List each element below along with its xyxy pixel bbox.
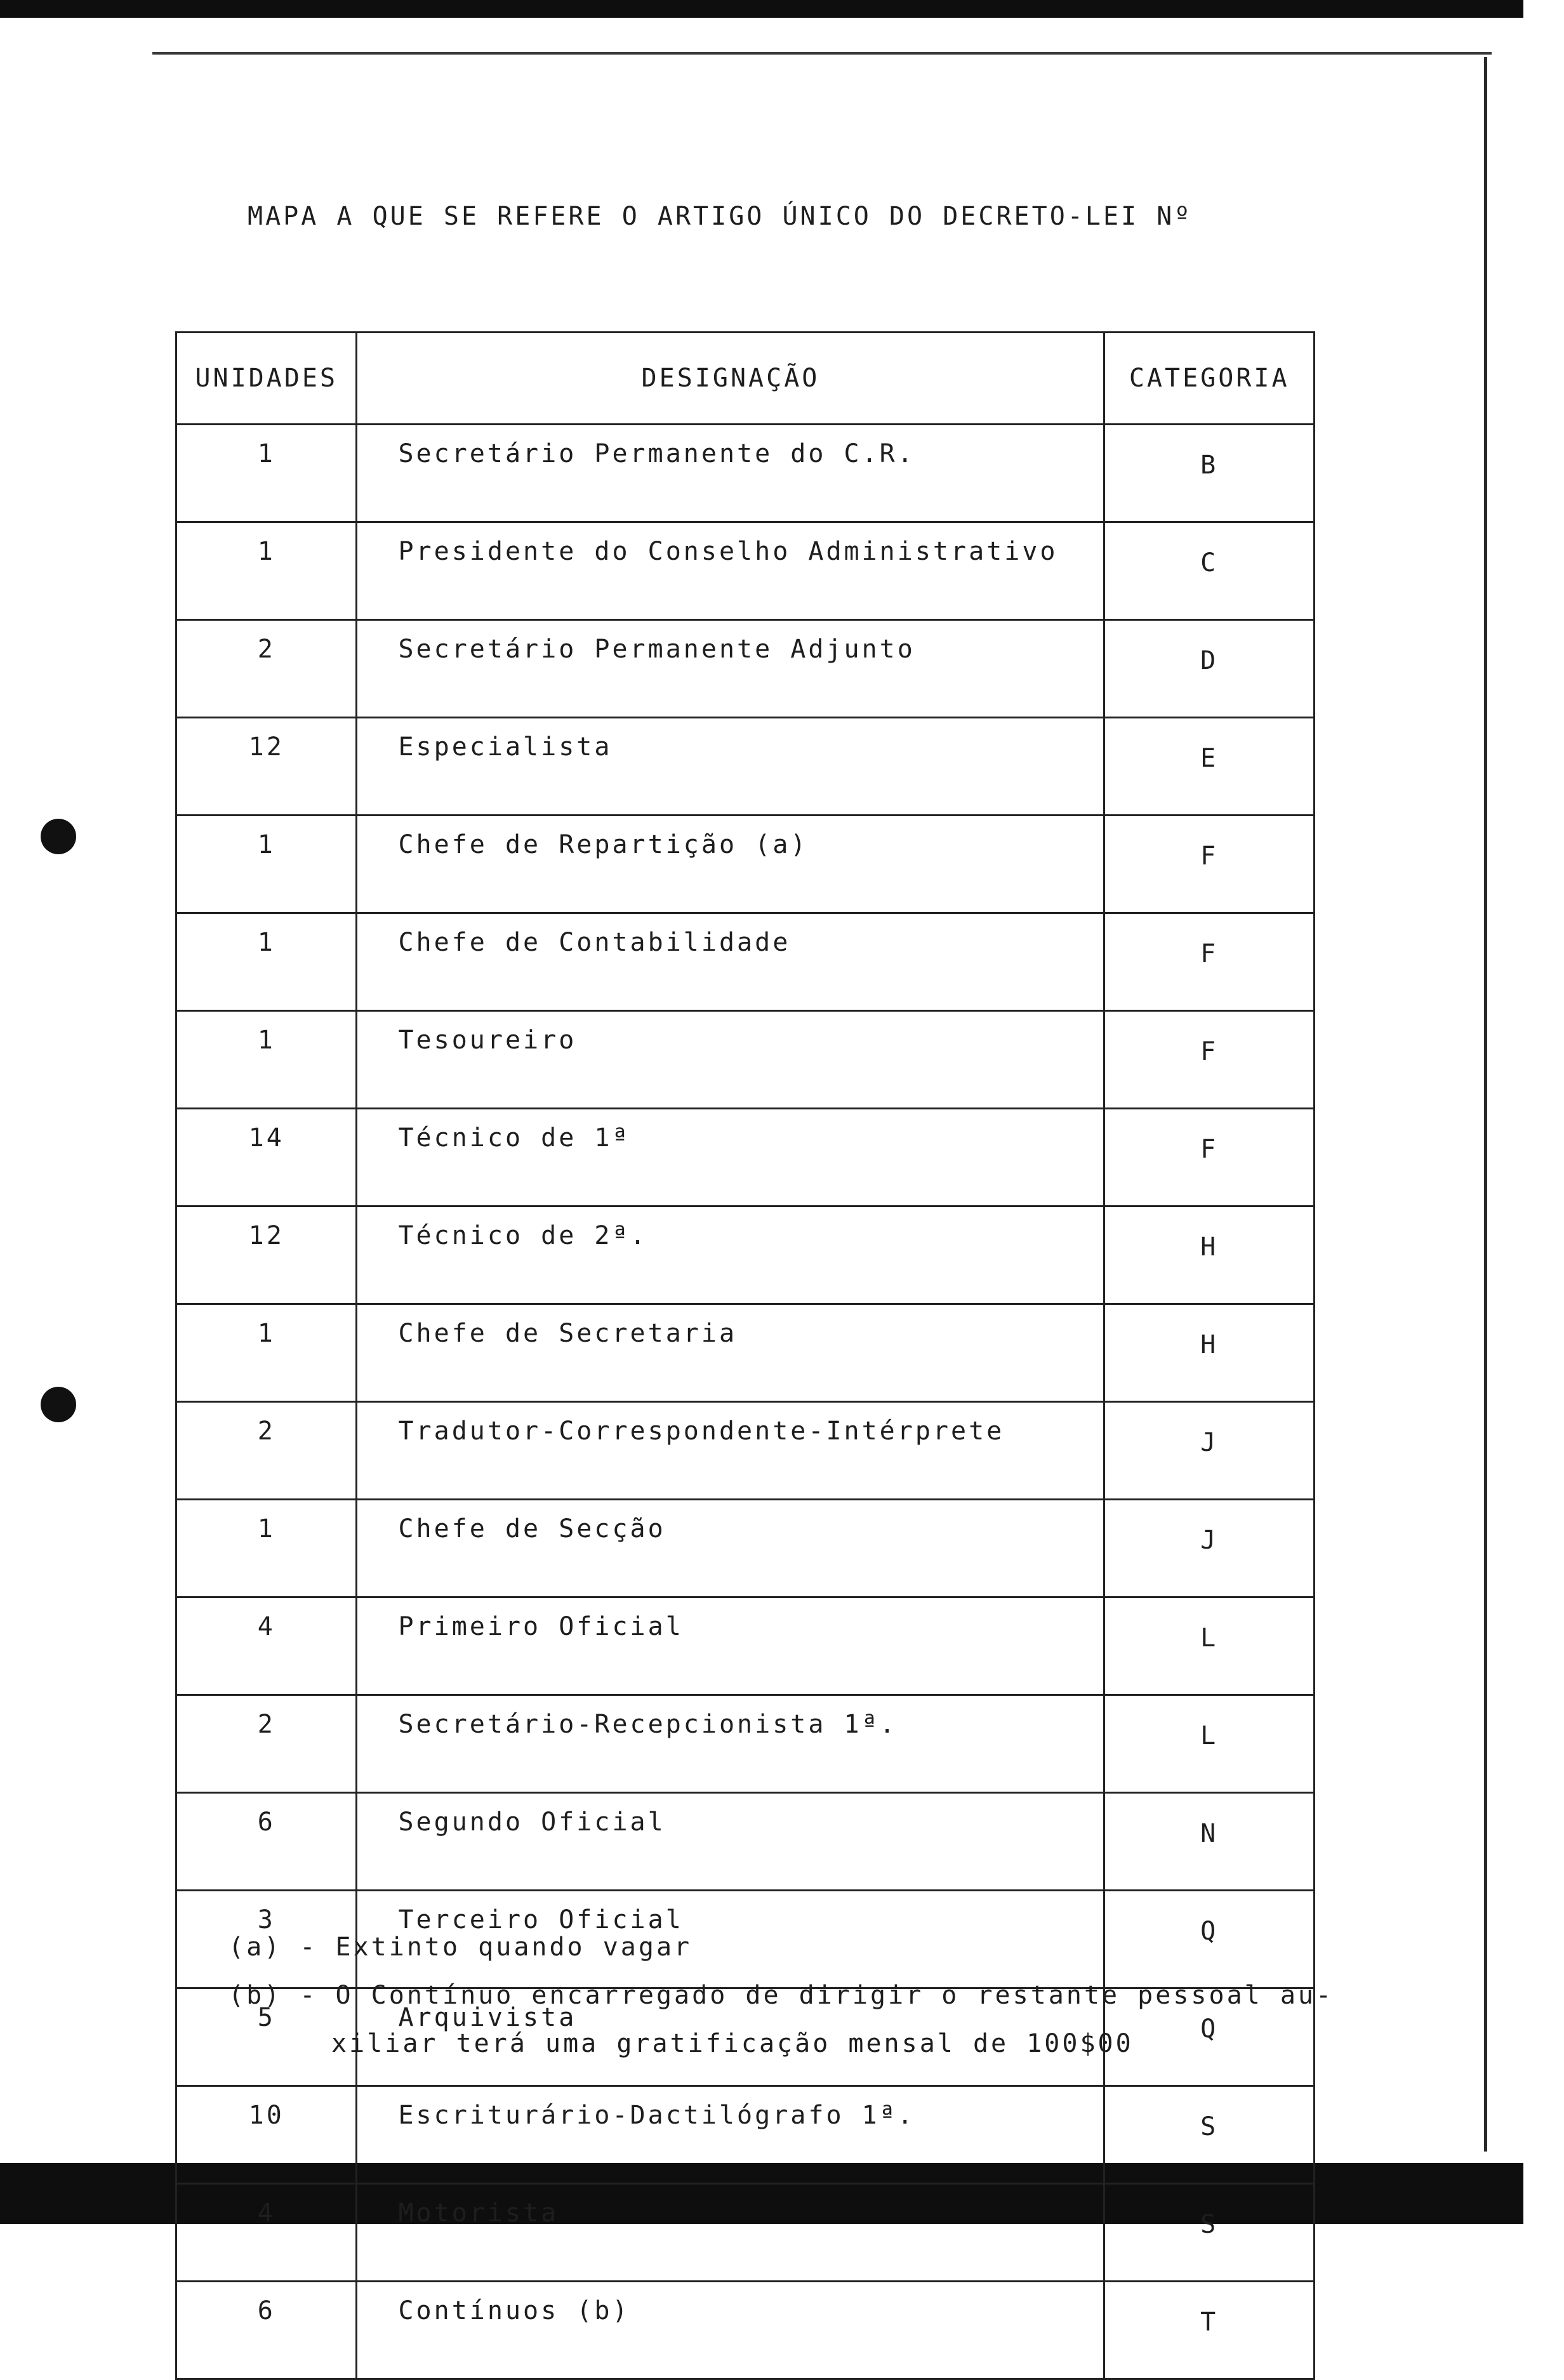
- positions-table: [175, 331, 1315, 2380]
- table-row: [176, 1304, 1315, 1402]
- footnote-b-continuation: xiliar terá uma gratificação mensal de 100$00: [331, 2029, 1134, 2058]
- designation-cell: Contínuos (b): [357, 2282, 1104, 2379]
- designation-cell: Chefe de Repartição (a): [357, 816, 1104, 913]
- designation-cell: Arquivista: [357, 1988, 1104, 2086]
- table-body: [176, 425, 1315, 2379]
- designation-cell: Escriturário-Dactilógrafo 1ª.: [357, 2086, 1104, 2184]
- units-cell: 1: [176, 816, 357, 913]
- units-cell: 4: [176, 2184, 357, 2282]
- scan-margin-right: [1523, 0, 1564, 2224]
- units-cell: 1: [176, 1304, 357, 1402]
- scan-border-top: [0, 0, 1523, 18]
- designation-cell: Segundo Oficial: [357, 1793, 1104, 1891]
- units-cell: 1: [176, 522, 357, 620]
- table-row: [176, 1793, 1315, 1891]
- header-designation: DESIGNAÇÃO: [357, 333, 1104, 425]
- table-row: [176, 522, 1315, 620]
- category-cell: J: [1104, 1500, 1315, 1597]
- table-row: [176, 816, 1315, 913]
- category-cell: L: [1104, 1695, 1315, 1793]
- page-edge-right: [1484, 57, 1487, 2152]
- units-cell: 14: [176, 1109, 357, 1207]
- units-cell: 2: [176, 620, 357, 718]
- units-cell: 12: [176, 718, 357, 816]
- units-cell: 1: [176, 1011, 357, 1109]
- designation-cell: Secretário Permanente Adjunto: [357, 620, 1104, 718]
- units-cell: 1: [176, 1500, 357, 1597]
- designation-cell: Primeiro Oficial: [357, 1597, 1104, 1695]
- table-row: [176, 2282, 1315, 2379]
- category-cell: F: [1104, 816, 1315, 913]
- table-row: [176, 718, 1315, 816]
- category-cell: F: [1104, 1011, 1315, 1109]
- units-cell: 1: [176, 425, 357, 522]
- category-cell: F: [1104, 913, 1315, 1011]
- category-cell: C: [1104, 522, 1315, 620]
- designation-cell: Secretário-Recepcionista 1ª.: [357, 1695, 1104, 1793]
- table-row: [176, 1695, 1315, 1793]
- designation-cell: Chefe de Secretaria: [357, 1304, 1104, 1402]
- units-cell: 3: [176, 1891, 357, 1988]
- units-cell: 6: [176, 2282, 357, 2379]
- header-category: CATEGORIA: [1104, 333, 1315, 425]
- table-row: [176, 1500, 1315, 1597]
- category-cell: J: [1104, 1402, 1315, 1500]
- category-cell: H: [1104, 1207, 1315, 1304]
- designation-cell: Presidente do Conselho Administrativo: [357, 522, 1104, 620]
- table-row: [176, 1109, 1315, 1207]
- table-row: [176, 1011, 1315, 1109]
- units-cell: 5: [176, 1988, 357, 2086]
- table-row: [176, 425, 1315, 522]
- category-cell: S: [1104, 2086, 1315, 2184]
- footnote-a: (a) - Extinto quando vagar: [229, 1933, 693, 1962]
- category-cell: D: [1104, 620, 1315, 718]
- punch-hole-top: [41, 819, 76, 854]
- designation-cell: Tesoureiro: [357, 1011, 1104, 1109]
- designation-cell: Técnico de 2ª.: [357, 1207, 1104, 1304]
- designation-cell: Motorista: [357, 2184, 1104, 2282]
- category-cell: F: [1104, 1109, 1315, 1207]
- table-header-row: [176, 333, 1315, 425]
- footnotes: [229, 1923, 1334, 2068]
- designation-cell: Secretário Permanente do C.R.: [357, 425, 1104, 522]
- table-row: [176, 1402, 1315, 1500]
- designation-cell: Especialista: [357, 718, 1104, 816]
- designation-cell: Técnico de 1ª: [357, 1109, 1104, 1207]
- footnote-b: (b) - O Contínuo encarregado de dirigir o restante pessoal au-: [229, 1981, 1334, 2010]
- page-edge-top: [152, 52, 1492, 55]
- designation-cell: Chefe de Contabilidade: [357, 913, 1104, 1011]
- table-row: [176, 913, 1315, 1011]
- units-cell: 2: [176, 1695, 357, 1793]
- document-title: MAPA A QUE SE REFERE O ARTIGO ÚNICO DO DECRETO-LEI Nº: [248, 202, 1193, 231]
- category-cell: B: [1104, 425, 1315, 522]
- units-cell: 4: [176, 1597, 357, 1695]
- category-cell: Q: [1104, 1891, 1315, 1988]
- table-row: [176, 1207, 1315, 1304]
- units-cell: 2: [176, 1402, 357, 1500]
- table-row: [176, 1597, 1315, 1695]
- punch-hole-bottom: [41, 1387, 76, 1422]
- category-cell: N: [1104, 1793, 1315, 1891]
- category-cell: Q: [1104, 1988, 1315, 2086]
- units-cell: 1: [176, 913, 357, 1011]
- designation-cell: Chefe de Secção: [357, 1500, 1104, 1597]
- category-cell: L: [1104, 1597, 1315, 1695]
- category-cell: E: [1104, 718, 1315, 816]
- designation-cell: Terceiro Oficial: [357, 1891, 1104, 1988]
- table-row: [176, 620, 1315, 718]
- units-cell: 10: [176, 2086, 357, 2184]
- header-units: UNIDADES: [176, 333, 357, 425]
- units-cell: 6: [176, 1793, 357, 1891]
- table-row: [176, 2184, 1315, 2282]
- category-cell: S: [1104, 2184, 1315, 2282]
- category-cell: T: [1104, 2282, 1315, 2379]
- designation-cell: Tradutor-Correspondente-Intérprete: [357, 1402, 1104, 1500]
- category-cell: H: [1104, 1304, 1315, 1402]
- units-cell: 12: [176, 1207, 357, 1304]
- table-row: [176, 2086, 1315, 2184]
